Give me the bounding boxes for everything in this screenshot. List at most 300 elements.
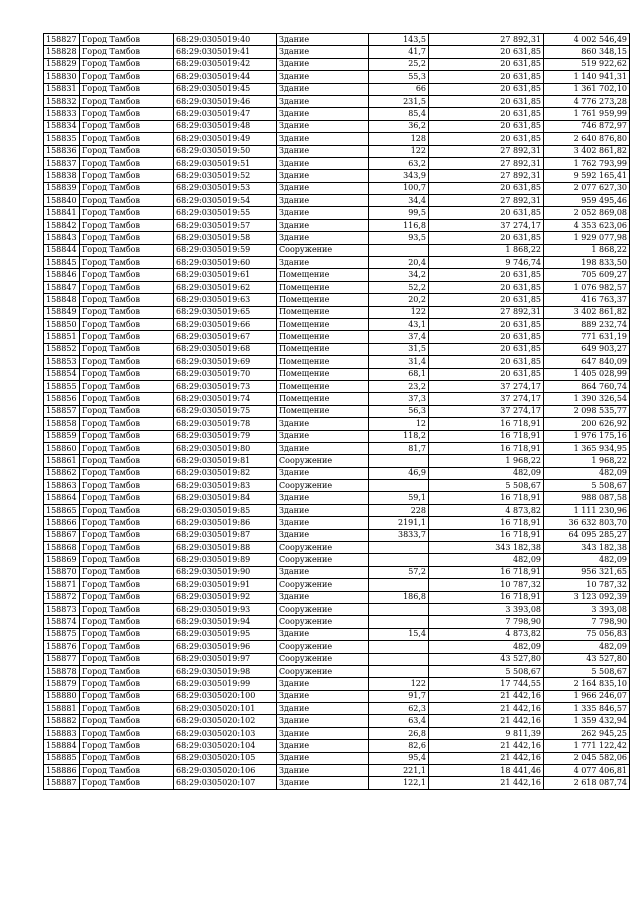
table-row	[44, 343, 630, 355]
cadastral-value-cell: 5 508,67	[544, 665, 630, 677]
area-cell	[369, 653, 429, 665]
specific-value-cell: 16 718,91	[429, 418, 544, 430]
cadastral-value-cell: 864 760,74	[544, 380, 630, 392]
object-type-cell: Здание	[277, 727, 369, 739]
cadastral-value-cell: 1 111 230,96	[544, 504, 630, 516]
area-cell	[369, 542, 429, 554]
table-row	[44, 368, 630, 380]
locality-cell: Город Тамбов	[80, 703, 174, 715]
specific-value-cell: 17 744,55	[429, 678, 544, 690]
cadastral-number-cell: 68:29:0305019:89	[174, 554, 277, 566]
row-number-cell: 158831	[44, 83, 80, 95]
cadastral-value-cell: 482,09	[544, 641, 630, 653]
object-type-cell: Здание	[277, 182, 369, 194]
table-row	[44, 777, 630, 789]
object-type-cell: Здание	[277, 752, 369, 764]
area-cell: 186,8	[369, 591, 429, 603]
cadastral-value-cell: 2 098 535,77	[544, 405, 630, 417]
cadastral-number-cell: 68:29:0305019:80	[174, 442, 277, 454]
object-type-cell: Сооружение	[277, 542, 369, 554]
locality-cell: Город Тамбов	[80, 579, 174, 591]
specific-value-cell: 20 631,85	[429, 120, 544, 132]
table-row	[44, 405, 630, 417]
object-type-cell: Здание	[277, 492, 369, 504]
area-cell	[369, 579, 429, 591]
area-cell: 122	[369, 306, 429, 318]
cadastral-number-cell: 68:29:0305019:45	[174, 83, 277, 95]
object-type-cell: Помещение	[277, 368, 369, 380]
row-number-cell: 158881	[44, 703, 80, 715]
area-cell: 100,7	[369, 182, 429, 194]
table-row	[44, 678, 630, 690]
object-type-cell: Здание	[277, 703, 369, 715]
row-number-cell: 158877	[44, 653, 80, 665]
object-type-cell: Помещение	[277, 331, 369, 343]
area-cell: 37,3	[369, 393, 429, 405]
specific-value-cell: 16 718,91	[429, 591, 544, 603]
area-cell: 31,4	[369, 356, 429, 368]
area-cell: 23,2	[369, 380, 429, 392]
cadastral-number-cell: 68:29:0305019:83	[174, 480, 277, 492]
cadastral-value-table	[43, 33, 630, 790]
cadastral-value-cell: 3 393,08	[544, 603, 630, 615]
row-number-cell: 158853	[44, 356, 80, 368]
object-type-cell: Сооружение	[277, 244, 369, 256]
object-type-cell: Здание	[277, 467, 369, 479]
locality-cell: Город Тамбов	[80, 343, 174, 355]
object-type-cell: Помещение	[277, 294, 369, 306]
specific-value-cell: 27 892,31	[429, 195, 544, 207]
table-row	[44, 257, 630, 269]
specific-value-cell: 20 631,85	[429, 46, 544, 58]
table-row	[44, 306, 630, 318]
locality-cell: Город Тамбов	[80, 740, 174, 752]
cadastral-number-cell: 68:29:0305019:69	[174, 356, 277, 368]
locality-cell: Город Тамбов	[80, 467, 174, 479]
row-number-cell: 158852	[44, 343, 80, 355]
row-number-cell: 158851	[44, 331, 80, 343]
object-type-cell: Помещение	[277, 318, 369, 330]
row-number-cell: 158842	[44, 219, 80, 231]
row-number-cell: 158880	[44, 690, 80, 702]
table-row	[44, 641, 630, 653]
table-row	[44, 145, 630, 157]
specific-value-cell: 21 442,16	[429, 690, 544, 702]
row-number-cell: 158879	[44, 678, 80, 690]
table-row	[44, 752, 630, 764]
specific-value-cell: 37 274,17	[429, 219, 544, 231]
row-number-cell: 158870	[44, 566, 80, 578]
row-number-cell: 158872	[44, 591, 80, 603]
cadastral-value-cell: 7 798,90	[544, 616, 630, 628]
cadastral-number-cell: 68:29:0305019:54	[174, 195, 277, 207]
table-row	[44, 542, 630, 554]
specific-value-cell: 20 631,85	[429, 356, 544, 368]
row-number-cell: 158869	[44, 554, 80, 566]
specific-value-cell: 16 718,91	[429, 492, 544, 504]
table-row	[44, 46, 630, 58]
cadastral-value-cell: 705 609,27	[544, 269, 630, 281]
object-type-cell: Помещение	[277, 356, 369, 368]
cadastral-value-cell: 482,09	[544, 554, 630, 566]
object-type-cell: Здание	[277, 740, 369, 752]
cadastral-number-cell: 68:29:0305019:91	[174, 579, 277, 591]
cadastral-value-cell: 647 840,09	[544, 356, 630, 368]
specific-value-cell: 21 442,16	[429, 740, 544, 752]
cadastral-value-cell: 482,09	[544, 467, 630, 479]
cadastral-number-cell: 68:29:0305019:48	[174, 120, 277, 132]
specific-value-cell: 27 892,31	[429, 145, 544, 157]
cadastral-value-cell: 343 182,38	[544, 542, 630, 554]
area-cell	[369, 665, 429, 677]
cadastral-value-cell: 956 321,65	[544, 566, 630, 578]
specific-value-cell: 16 718,91	[429, 442, 544, 454]
specific-value-cell: 4 873,82	[429, 628, 544, 640]
locality-cell: Город Тамбов	[80, 504, 174, 516]
table-row	[44, 58, 630, 70]
specific-value-cell: 20 631,85	[429, 232, 544, 244]
area-cell: 85,4	[369, 108, 429, 120]
cadastral-number-cell: 68:29:0305019:62	[174, 281, 277, 293]
object-type-cell: Здание	[277, 690, 369, 702]
table-row	[44, 603, 630, 615]
object-type-cell: Сооружение	[277, 579, 369, 591]
area-cell: 43,1	[369, 318, 429, 330]
cadastral-number-cell: 68:29:0305019:47	[174, 108, 277, 120]
row-number-cell: 158861	[44, 455, 80, 467]
table-row	[44, 690, 630, 702]
row-number-cell: 158846	[44, 269, 80, 281]
cadastral-number-cell: 68:29:0305019:79	[174, 430, 277, 442]
specific-value-cell: 27 892,31	[429, 34, 544, 46]
object-type-cell: Здание	[277, 517, 369, 529]
specific-value-cell: 20 631,85	[429, 58, 544, 70]
cadastral-value-cell: 519 922,62	[544, 58, 630, 70]
object-type-cell: Здание	[277, 442, 369, 454]
area-cell: 25,2	[369, 58, 429, 70]
object-type-cell: Здание	[277, 83, 369, 95]
cadastral-value-cell: 43 527,80	[544, 653, 630, 665]
row-number-cell: 158875	[44, 628, 80, 640]
object-type-cell: Здание	[277, 157, 369, 169]
row-number-cell: 158863	[44, 480, 80, 492]
cadastral-value-cell: 889 232,74	[544, 318, 630, 330]
area-cell: 228	[369, 504, 429, 516]
row-number-cell: 158838	[44, 170, 80, 182]
locality-cell: Город Тамбов	[80, 157, 174, 169]
specific-value-cell: 10 787,32	[429, 579, 544, 591]
specific-value-cell: 1 868,22	[429, 244, 544, 256]
object-type-cell: Здание	[277, 46, 369, 58]
object-type-cell: Здание	[277, 219, 369, 231]
locality-cell: Город Тамбов	[80, 554, 174, 566]
object-type-cell: Сооружение	[277, 653, 369, 665]
object-type-cell: Помещение	[277, 306, 369, 318]
table-row	[44, 219, 630, 231]
locality-cell: Город Тамбов	[80, 170, 174, 182]
specific-value-cell: 16 718,91	[429, 430, 544, 442]
cadastral-value-cell: 4 077 406,81	[544, 765, 630, 777]
object-type-cell: Здание	[277, 715, 369, 727]
specific-value-cell: 27 892,31	[429, 157, 544, 169]
table-row	[44, 182, 630, 194]
row-number-cell: 158839	[44, 182, 80, 194]
row-number-cell: 158859	[44, 430, 80, 442]
area-cell: 46,9	[369, 467, 429, 479]
table-row	[44, 492, 630, 504]
locality-cell: Город Тамбов	[80, 603, 174, 615]
locality-cell: Город Тамбов	[80, 145, 174, 157]
cadastral-number-cell: 68:29:0305019:67	[174, 331, 277, 343]
row-number-cell: 158878	[44, 665, 80, 677]
row-number-cell: 158848	[44, 294, 80, 306]
area-cell: 26,8	[369, 727, 429, 739]
locality-cell: Город Тамбов	[80, 294, 174, 306]
area-cell: 20,4	[369, 257, 429, 269]
cadastral-value-cell: 2 052 869,08	[544, 207, 630, 219]
row-number-cell: 158841	[44, 207, 80, 219]
row-number-cell: 158886	[44, 765, 80, 777]
specific-value-cell: 21 442,16	[429, 715, 544, 727]
locality-cell: Город Тамбов	[80, 616, 174, 628]
area-cell: 66	[369, 83, 429, 95]
locality-cell: Город Тамбов	[80, 244, 174, 256]
cadastral-value-cell: 1 762 793,99	[544, 157, 630, 169]
object-type-cell: Здание	[277, 58, 369, 70]
area-cell: 57,2	[369, 566, 429, 578]
area-cell: 122	[369, 678, 429, 690]
table-row	[44, 504, 630, 516]
cadastral-number-cell: 68:29:0305019:49	[174, 133, 277, 145]
table-row	[44, 554, 630, 566]
table-row	[44, 703, 630, 715]
locality-cell: Город Тамбов	[80, 46, 174, 58]
area-cell	[369, 616, 429, 628]
table-row	[44, 740, 630, 752]
object-type-cell: Здание	[277, 133, 369, 145]
specific-value-cell: 16 718,91	[429, 566, 544, 578]
table-row	[44, 442, 630, 454]
cadastral-value-cell: 200 626,92	[544, 418, 630, 430]
specific-value-cell: 20 631,85	[429, 343, 544, 355]
area-cell	[369, 554, 429, 566]
cadastral-number-cell: 68:29:0305019:51	[174, 157, 277, 169]
cadastral-number-cell: 68:29:0305019:68	[174, 343, 277, 355]
area-cell: 41,7	[369, 46, 429, 58]
locality-cell: Город Тамбов	[80, 405, 174, 417]
area-cell: 122	[369, 145, 429, 157]
cadastral-value-cell: 1 405 028,99	[544, 368, 630, 380]
area-cell: 116,8	[369, 219, 429, 231]
cadastral-number-cell: 68:29:0305019:88	[174, 542, 277, 554]
specific-value-cell: 20 631,85	[429, 108, 544, 120]
area-cell: 12	[369, 418, 429, 430]
row-number-cell: 158835	[44, 133, 80, 145]
cadastral-value-cell: 4 776 273,28	[544, 95, 630, 107]
locality-cell: Город Тамбов	[80, 368, 174, 380]
specific-value-cell: 20 631,85	[429, 95, 544, 107]
locality-cell: Город Тамбов	[80, 219, 174, 231]
locality-cell: Город Тамбов	[80, 529, 174, 541]
cadastral-number-cell: 68:29:0305020:102	[174, 715, 277, 727]
object-type-cell: Здание	[277, 529, 369, 541]
table-row	[44, 83, 630, 95]
cadastral-number-cell: 68:29:0305020:103	[174, 727, 277, 739]
locality-cell: Город Тамбов	[80, 120, 174, 132]
specific-value-cell: 4 873,82	[429, 504, 544, 516]
cadastral-number-cell: 68:29:0305019:87	[174, 529, 277, 541]
cadastral-value-cell: 860 348,15	[544, 46, 630, 58]
table-row	[44, 418, 630, 430]
locality-cell: Город Тамбов	[80, 455, 174, 467]
table-row	[44, 195, 630, 207]
specific-value-cell: 21 442,16	[429, 703, 544, 715]
object-type-cell: Здание	[277, 765, 369, 777]
table-row	[44, 34, 630, 46]
cadastral-value-cell: 9 592 165,41	[544, 170, 630, 182]
area-cell: 122,1	[369, 777, 429, 789]
row-number-cell: 158883	[44, 727, 80, 739]
locality-cell: Город Тамбов	[80, 777, 174, 789]
cadastral-value-cell: 2 045 582,06	[544, 752, 630, 764]
cadastral-number-cell: 68:29:0305019:50	[174, 145, 277, 157]
specific-value-cell: 3 393,08	[429, 603, 544, 615]
object-type-cell: Здание	[277, 95, 369, 107]
area-cell: 63,4	[369, 715, 429, 727]
row-number-cell: 158858	[44, 418, 80, 430]
cadastral-number-cell: 68:29:0305019:74	[174, 393, 277, 405]
area-cell: 34,4	[369, 195, 429, 207]
cadastral-number-cell: 68:29:0305019:65	[174, 306, 277, 318]
cadastral-value-cell: 1 761 959,99	[544, 108, 630, 120]
cadastral-value-cell: 2 077 627,30	[544, 182, 630, 194]
object-type-cell: Здание	[277, 678, 369, 690]
area-cell: 15,4	[369, 628, 429, 640]
area-cell	[369, 244, 429, 256]
table-row	[44, 765, 630, 777]
object-type-cell: Сооружение	[277, 554, 369, 566]
object-type-cell: Здание	[277, 418, 369, 430]
table-row	[44, 331, 630, 343]
object-type-cell: Помещение	[277, 269, 369, 281]
object-type-cell: Сооружение	[277, 641, 369, 653]
specific-value-cell: 16 718,91	[429, 517, 544, 529]
table-row	[44, 628, 630, 640]
row-number-cell: 158833	[44, 108, 80, 120]
area-cell	[369, 641, 429, 653]
specific-value-cell: 20 631,85	[429, 133, 544, 145]
object-type-cell: Здание	[277, 430, 369, 442]
locality-cell: Город Тамбов	[80, 58, 174, 70]
locality-cell: Город Тамбов	[80, 95, 174, 107]
row-number-cell: 158837	[44, 157, 80, 169]
cadastral-value-cell: 1 968,22	[544, 455, 630, 467]
cadastral-value-cell: 1 335 846,57	[544, 703, 630, 715]
table-row	[44, 71, 630, 83]
cadastral-number-cell: 68:29:0305019:53	[174, 182, 277, 194]
cadastral-value-cell: 64 095 285,27	[544, 529, 630, 541]
cadastral-number-cell: 68:29:0305019:55	[174, 207, 277, 219]
cadastral-number-cell: 68:29:0305020:100	[174, 690, 277, 702]
area-cell: 82,6	[369, 740, 429, 752]
cadastral-number-cell: 68:29:0305019:58	[174, 232, 277, 244]
cadastral-value-cell: 1 771 122,42	[544, 740, 630, 752]
area-cell	[369, 603, 429, 615]
cadastral-value-cell: 988 087,58	[544, 492, 630, 504]
object-type-cell: Сооружение	[277, 665, 369, 677]
specific-value-cell: 7 798,90	[429, 616, 544, 628]
area-cell: 36,2	[369, 120, 429, 132]
row-number-cell: 158844	[44, 244, 80, 256]
specific-value-cell: 21 442,16	[429, 777, 544, 789]
object-type-cell: Здание	[277, 170, 369, 182]
specific-value-cell: 20 631,85	[429, 281, 544, 293]
cadastral-number-cell: 68:29:0305019:85	[174, 504, 277, 516]
table-row	[44, 380, 630, 392]
row-number-cell: 158866	[44, 517, 80, 529]
locality-cell: Город Тамбов	[80, 715, 174, 727]
locality-cell: Город Тамбов	[80, 380, 174, 392]
table-row	[44, 108, 630, 120]
cadastral-number-cell: 68:29:0305019:61	[174, 269, 277, 281]
table-row	[44, 665, 630, 677]
locality-cell: Город Тамбов	[80, 207, 174, 219]
cadastral-value-cell: 262 945,25	[544, 727, 630, 739]
cadastral-number-cell: 68:29:0305019:78	[174, 418, 277, 430]
locality-cell: Город Тамбов	[80, 182, 174, 194]
locality-cell: Город Тамбов	[80, 232, 174, 244]
locality-cell: Город Тамбов	[80, 71, 174, 83]
area-cell: 221,1	[369, 765, 429, 777]
cadastral-value-cell: 36 632 803,70	[544, 517, 630, 529]
object-type-cell: Сооружение	[277, 455, 369, 467]
table-row	[44, 207, 630, 219]
cadastral-value-cell: 2 164 835,10	[544, 678, 630, 690]
row-number-cell: 158867	[44, 529, 80, 541]
cadastral-number-cell: 68:29:0305019:93	[174, 603, 277, 615]
table-row	[44, 616, 630, 628]
specific-value-cell: 20 631,85	[429, 318, 544, 330]
cadastral-number-cell: 68:29:0305019:66	[174, 318, 277, 330]
cadastral-value-cell: 1 929 077,98	[544, 232, 630, 244]
table-row	[44, 356, 630, 368]
cadastral-number-cell: 68:29:0305019:57	[174, 219, 277, 231]
table-row	[44, 393, 630, 405]
cadastral-value-cell: 1 140 941,31	[544, 71, 630, 83]
specific-value-cell: 20 631,85	[429, 207, 544, 219]
area-cell: 143,5	[369, 34, 429, 46]
object-type-cell: Здание	[277, 257, 369, 269]
locality-cell: Город Тамбов	[80, 542, 174, 554]
table-row	[44, 157, 630, 169]
row-number-cell: 158854	[44, 368, 80, 380]
table-row	[44, 269, 630, 281]
table-row	[44, 715, 630, 727]
table-row	[44, 281, 630, 293]
row-number-cell: 158843	[44, 232, 80, 244]
cadastral-number-cell: 68:29:0305019:92	[174, 591, 277, 603]
cadastral-number-cell: 68:29:0305019:42	[174, 58, 277, 70]
cadastral-value-cell: 3 402 861,82	[544, 306, 630, 318]
row-number-cell: 158887	[44, 777, 80, 789]
cadastral-value-cell: 4 002 546,49	[544, 34, 630, 46]
row-number-cell: 158827	[44, 34, 80, 46]
cadastral-number-cell: 68:29:0305019:40	[174, 34, 277, 46]
specific-value-cell: 18 441,46	[429, 765, 544, 777]
row-number-cell: 158855	[44, 380, 80, 392]
locality-cell: Город Тамбов	[80, 83, 174, 95]
cadastral-value-cell: 649 903,27	[544, 343, 630, 355]
